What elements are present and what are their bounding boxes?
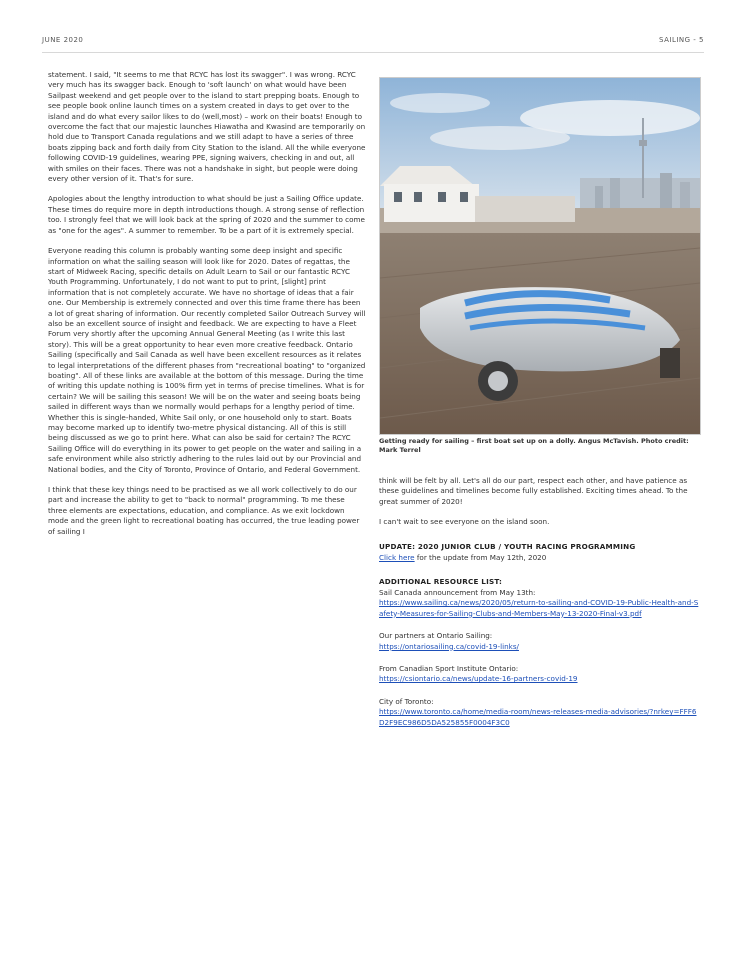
header-divider bbox=[42, 52, 704, 53]
resource-link[interactable]: https://www.sailing.ca/news/2020/05/return-to-sailing-and-COVID-19-Public-Health-and-Safety-Measures-for-Sailing-Clubs-and-Members-May-13-2020-Final-v3.pdf bbox=[379, 598, 699, 618]
update-line bbox=[379, 553, 701, 563]
header-date: JUNE 2020 bbox=[42, 36, 84, 44]
resource-label: Sail Canada announcement from May 13th: bbox=[379, 588, 536, 598]
resource-label: From Canadian Sport Institute Ontario: bbox=[379, 664, 519, 674]
right-column bbox=[379, 476, 701, 728]
resource-link[interactable]: https://ontariosailing.ca/covid-19-links/ bbox=[379, 641, 519, 651]
paragraph: I think that these key things need to be practised as we all work collectively to do our part and increase the ability to get to "back to normal" programming. To me these three elements are expectations, education, and compliance. As we exit lockdown mode and the green light to recreational boating has occurred, the true leading power of sailing I bbox=[48, 485, 360, 536]
paragraph: think will be felt by all. Let's all do our part, respect each other, and have patience as these guidelines and timelines become fully established. Exciting times ahead. To the great summer of 2020! bbox=[379, 476, 688, 506]
resource-item bbox=[379, 664, 701, 685]
paragraph: statement. I said, "It seems to me that RCYC has lost its swagger". I was wrong. RCYC very much has its swagger back. Enough to 'soft launch' on what would have been Sailpast weekend and get people over to the island to start prepping boats. Enough to see people book online launch times on a system created in days to get over to the island and do what every sailor likes to do (well,most) – work on their boats! Enough to overcome the fact that our majestic launches Hiawatha and Kwasind are temporarily on hold due to Transport Canada regulations and we still adapt to have a series of three boats zipping back and forth daily from City Station to the island. All the while everyone following COVID-19 guidelines, wearing PPE, signing waivers, checking in and out, all with smiles on their faces. There was not a handshake in sight, but people were doing every other version of it. That's for sure. bbox=[48, 70, 366, 184]
click-here-link[interactable]: Click here bbox=[379, 552, 415, 562]
resources-heading: ADDITIONAL RESOURCE LIST: bbox=[379, 577, 503, 587]
resource-link[interactable]: https://www.toronto.ca/home/media-room/news-releases-media-advisories/?nrkey=FFF6D2F9EC986D5DA525855F0004F3C0 bbox=[379, 707, 697, 727]
paragraph: I can't wait to see everyone on the island soon. bbox=[379, 517, 550, 527]
resource-link[interactable]: https://csiontario.ca/news/update-16-partners-covid-19 bbox=[379, 674, 578, 684]
resource-item bbox=[379, 697, 701, 728]
header-page-label: SAILING - 5 bbox=[659, 36, 704, 44]
boat-photo bbox=[379, 77, 701, 435]
update-text: for the update from May 12th, 2020 bbox=[414, 552, 547, 562]
update-heading: UPDATE: 2020 JUNIOR CLUB / YOUTH RACING PROGRAMMING bbox=[379, 541, 636, 551]
boat-photo-image bbox=[380, 78, 700, 434]
photo-caption: Getting ready for sailing – first boat set up on a dolly. Angus McTavish. Photo credit: Mark Terrel bbox=[379, 437, 689, 454]
resource-label: Our partners at Ontario Sailing: bbox=[379, 631, 493, 641]
resource-item bbox=[379, 631, 701, 652]
left-column bbox=[48, 70, 366, 547]
resource-item bbox=[379, 588, 701, 619]
paragraph: Apologies about the lengthy introduction to what should be just a Sailing Office update. These times do require more in depth introductions though. A strong sense of reflection too. I strongly feel that we will look back at the spring of 2020 and the summer to come as "one for the ages". A summer to remember. To be a part of it is extremely special. bbox=[48, 194, 365, 235]
resource-label: City of Toronto: bbox=[379, 696, 434, 706]
paragraph: Everyone reading this column is probably wanting some deep insight and specific information on what the sailing season will look like for 2020. Dates of regattas, the start of Midweek Racing, specific details on Adult Learn to Sail or our fantastic RCYC Youth Programming. Unfortunately, I do not want to put to print, [slight] print information that is not completely accurate. We have no shortage of ideas that a fair one. Our Membership is extremely connected and over this time frame there has been a lot of great sharing of information. Our recently completed Sailor Outreach Survey will also be an excellent source of insight and feedback. We are expecting to have a Fleet Forum very shortly after the upcoming Annual General Meeting (as I write this last story). This will be a great opportunity to hear even more creative feedback. Ontario Sailing (specifically and Sail Canada as well have been excellent resources as it relates to legal interpretations of the different phases from "recreational boating" to "organized boating". All of these links are available at the bottom of this message. During the time of writing this update nothing is 100% firm yet in terms of precise timelines. What is for certain? We will be sailing this season! We will be on the water and seeing boats being sailed in different ways than we normally would perhaps for a lengthy period of time. Whether this is single-handed, White Sail only, or one household only to start. Boats may become marked up to identify two-metre physical distancing. All of this is still being discussed as we go to print here. What can also be said for certain? The RCYC Sailing Office will do everything in its power to get people on the water and sailing in a safe environment while also strictly adhering to the rules laid out by our Provincial and National bodies, and the City of Toronto, Province of Ontario, and Federal Government. bbox=[48, 246, 366, 474]
